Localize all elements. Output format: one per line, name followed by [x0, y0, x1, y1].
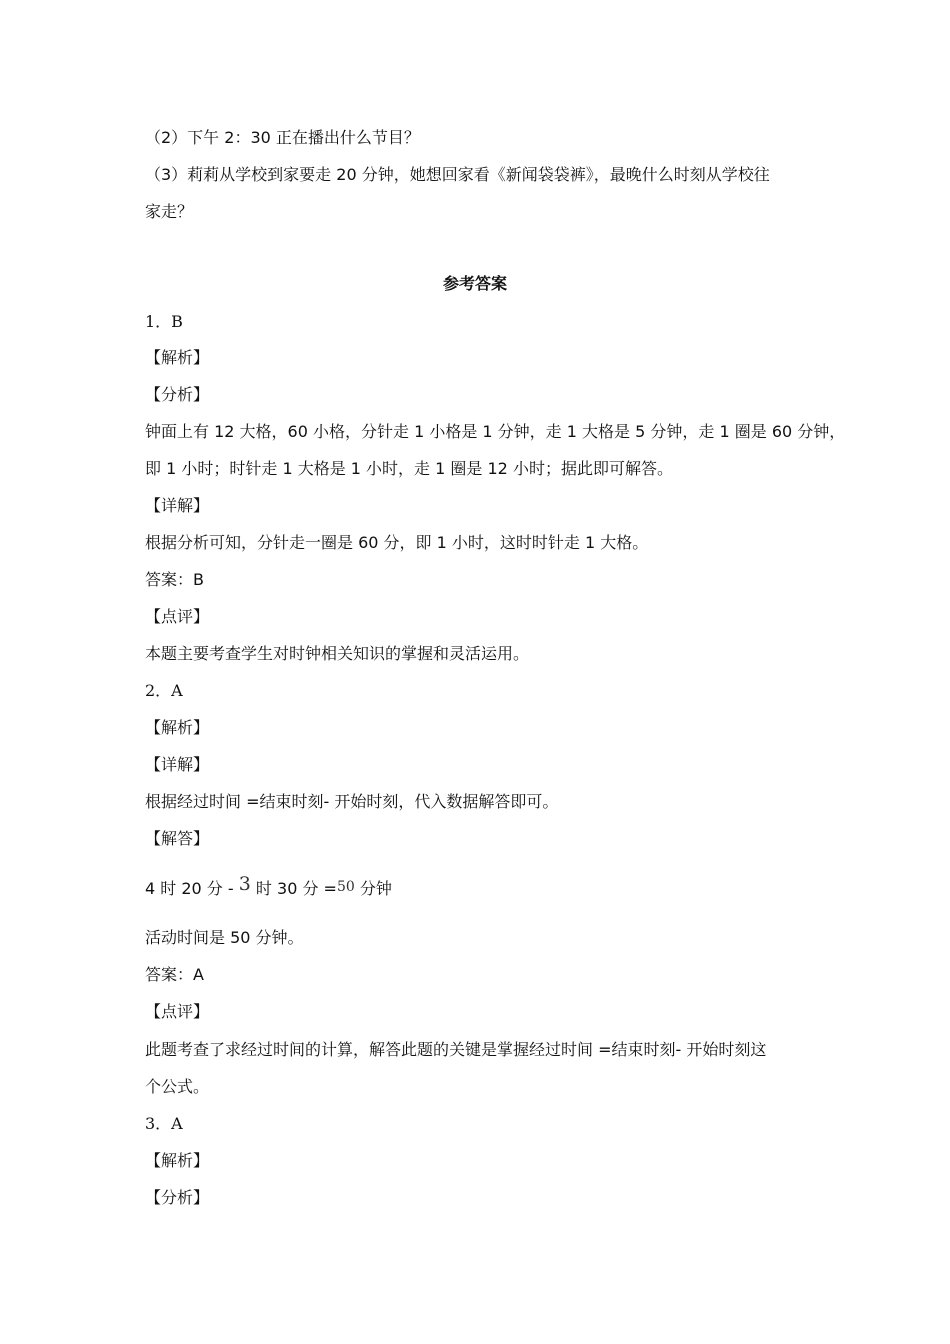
answer-2-answer: 答案：A [145, 965, 204, 984]
answer-2-tag-dianping: 【点评】 [145, 1002, 210, 1021]
answer-2-comment-line-1: 此题考查了求经过时间的计算，解答此题的关键是掌握经过时间 =结束时刻- 开始时刻这 [145, 1040, 767, 1059]
answer-1-analysis-line-2: 即 1 小时；时针走 1 大格是 1 小时，走 1 圈是 12 小时；据此即可解答。 [145, 459, 673, 478]
answer-2-detail: 根据经过时间 =结束时刻- 开始时刻，代入数据解答即可。 [145, 792, 559, 811]
answer-2-tag-jiexi: 【解析】 [145, 718, 210, 737]
answer-1-tag-fenxi: 【分析】 [145, 385, 210, 404]
answer-2-tag-xiangjie: 【详解】 [145, 755, 210, 774]
answer-1-tag-xiangjie: 【详解】 [145, 496, 210, 515]
answer-2-number: 2．A [145, 681, 183, 700]
answer-3-tag-jiexi: 【解析】 [145, 1151, 210, 1170]
answers-title: 参考答案 [442, 274, 507, 293]
answer-2-result: 活动时间是 50 分钟。 [145, 928, 304, 947]
formula-three: 3 [238, 873, 251, 895]
formula-part-2: 时 30 分 = [250, 879, 337, 898]
question-3-line-2: 家走？ [145, 202, 194, 221]
answer-1-analysis-line-1: 钟面上有 12 大格，60 小格，分针走 1 小格是 1 分钟，走 1 大格是 5 分钟，走 1 圈是 60 分钟， [145, 422, 846, 441]
answer-1-detail: 根据分析可知，分针走一圈是 60 分，即 1 小时，这时时针走 1 大格。 [145, 533, 649, 552]
question-3-line-1: （3）莉莉从学校到家要走 20 分钟，她想回家看《新闻袋袋裤》，最晚什么时刻从学校往 [145, 165, 770, 184]
answer-2-formula [145, 873, 392, 900]
question-2: （2）下午 2：30 正在播出什么节目？ [145, 128, 420, 147]
formula-fifty: 50 [336, 879, 355, 895]
answer-1-tag-dianping: 【点评】 [145, 607, 210, 626]
formula-part-3: 分钟 [354, 879, 392, 898]
answer-2-tag-jieda: 【解答】 [145, 829, 210, 848]
answer-3-number: 3．A [145, 1114, 183, 1133]
answer-2-comment-line-2: 个公式。 [145, 1077, 210, 1096]
answer-1-comment: 本题主要考查学生对时钟相关知识的掌握和灵活运用。 [145, 644, 530, 663]
answer-3-tag-fenxi: 【分析】 [145, 1188, 210, 1207]
answer-1-number: 1．B [145, 312, 183, 331]
formula-part-1: 4 时 20 分 - [145, 879, 239, 898]
answer-1-tag-jiexi: 【解析】 [145, 348, 210, 367]
answer-1-answer: 答案：B [145, 570, 204, 589]
